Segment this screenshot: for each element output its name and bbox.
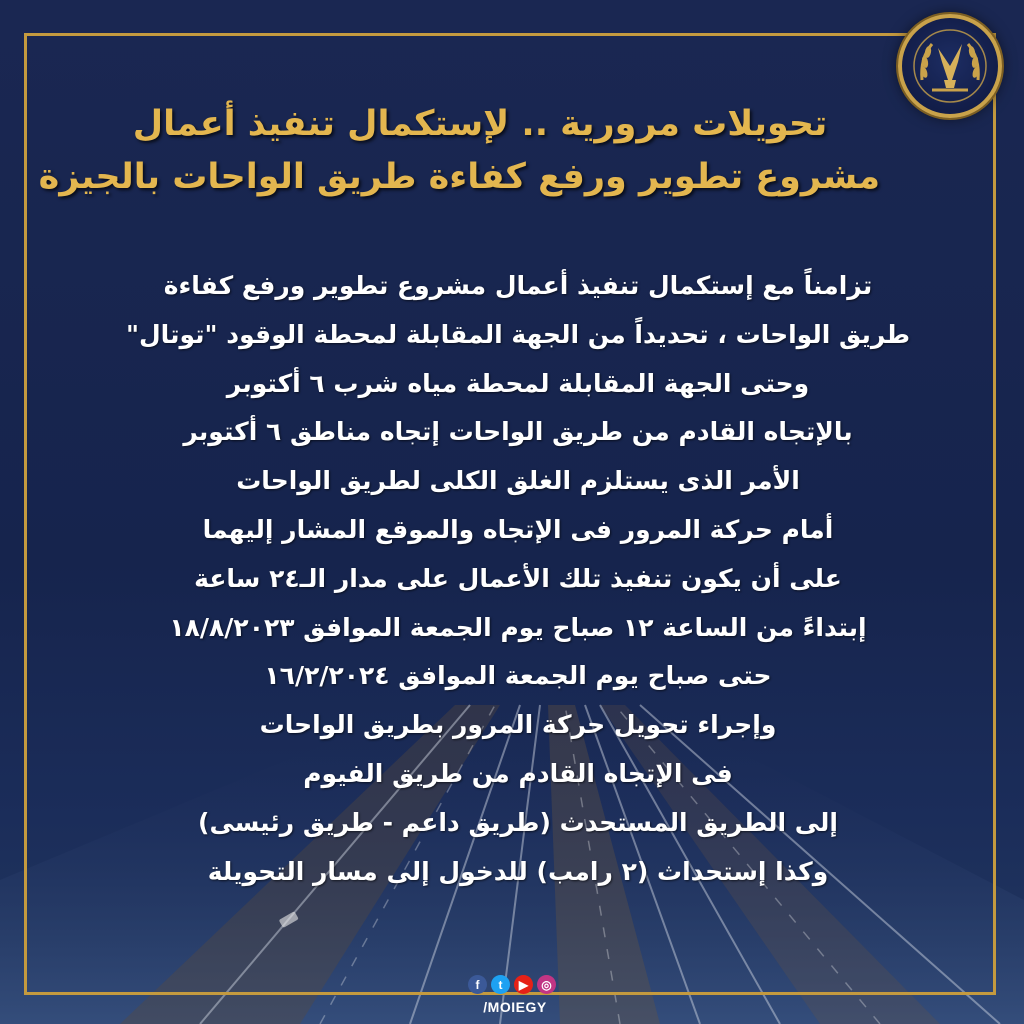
body-line: أمام حركة المرور فى الإتجاه والموقع المشار إليهما — [202, 514, 834, 544]
body-line: طريق الواحات ، تحديداً من الجهة المقابلة لمحطة الوقود "توتال" — [125, 319, 911, 349]
body-line: فى الإتجاه القادم من طريق الفيوم — [303, 758, 733, 788]
social-handle: /MOIEGY — [483, 999, 547, 1015]
eagle-emblem-icon — [902, 18, 998, 114]
ministry-emblem — [898, 14, 1002, 118]
body-line: إبتداءً من الساعة ١٢ صباح يوم الجمعة الموافق ١٨/٨/٢٠٢٣ — [169, 612, 867, 642]
body-line: تزامناً مع إستكمال تنفيذ أعمال مشروع تطوير ورفع كفاءة — [163, 271, 873, 300]
title-line-1: تحويلات مرورية .. لإستكمال تنفيذ أعمال — [132, 104, 828, 144]
facebook-icon[interactable]: f — [468, 975, 487, 994]
instagram-icon[interactable]: ◎ — [537, 975, 556, 994]
body-line: وحتى الجهة المقابلة لمحطة مياه شرب ٦ أكتوبر — [226, 368, 810, 398]
announcement-title — [38, 98, 880, 204]
body-line: حتى صباح يوم الجمعة الموافق ١٦/٢/٢٠٢٤ — [264, 661, 772, 691]
body-line: إلى الطريق المستحدث (طريق داعم - طريق رئيسى) — [198, 807, 838, 837]
body-line: الأمر الذى يستلزم الغلق الكلى لطريق الواحات — [236, 466, 800, 496]
announcement-body — [60, 262, 976, 896]
youtube-icon[interactable]: ▶ — [514, 975, 533, 994]
social-icons — [468, 975, 556, 994]
body-line: وإجراء تحويل حركة المرور بطريق الواحات — [259, 710, 777, 740]
body-line: بالإتجاه القادم من طريق الواحات إتجاه مناطق ٦ أكتوبر — [183, 417, 853, 447]
body-line: وكذا إستحداث (٢ رامب) للدخول إلى مسار التحويلة — [207, 856, 829, 886]
body-line: على أن يكون تنفيذ تلك الأعمال على مدار الـ٢٤ ساعة — [194, 563, 842, 593]
title-line-2: مشروع تطوير ورفع كفاءة طريق الواحات بالجيزة — [38, 157, 880, 197]
twitter-icon[interactable]: t — [491, 975, 510, 994]
